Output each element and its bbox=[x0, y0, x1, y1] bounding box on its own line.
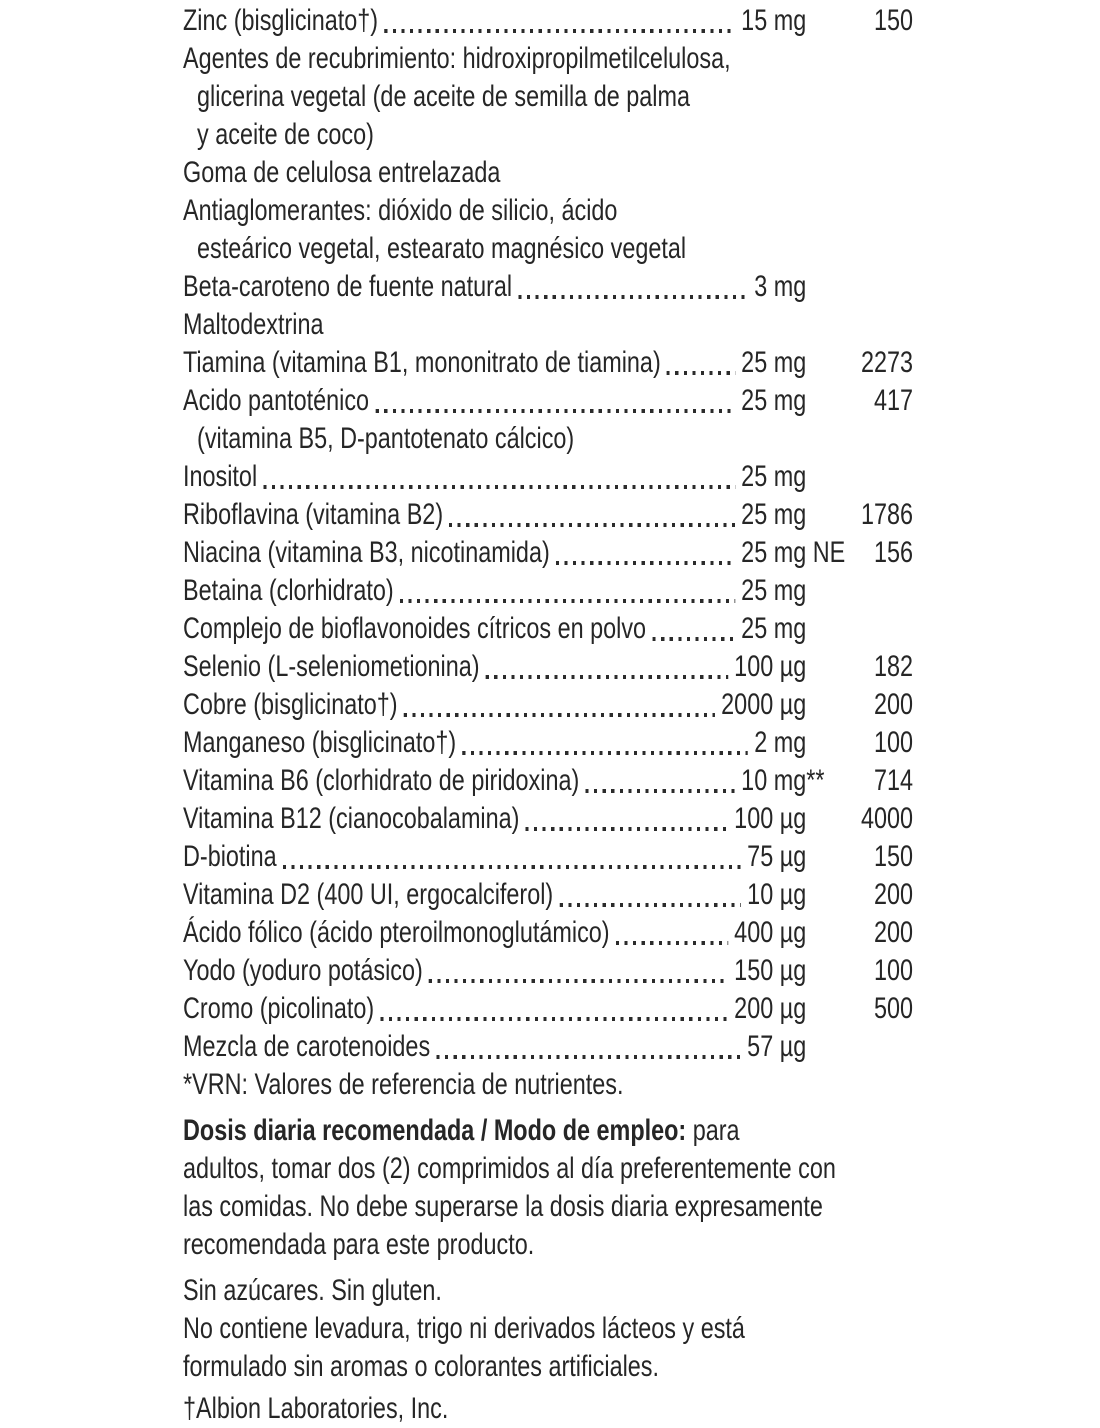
ingredient-row bbox=[183, 268, 913, 306]
dot-leader bbox=[486, 675, 728, 679]
dot-leader bbox=[737, 67, 800, 71]
ingredient-amount bbox=[747, 838, 806, 876]
ingredient-name: Agentes de recubrimiento: hidroxipropilmetilcelulosa, bbox=[183, 42, 731, 75]
ingredient-vrn-percent: 156 bbox=[874, 536, 914, 569]
ingredient-name: Zinc (bisglicinato†) bbox=[183, 4, 379, 37]
ingredient-amount bbox=[754, 268, 806, 306]
dot-leader bbox=[580, 447, 800, 451]
ingredient-amount-suffix: NE bbox=[806, 536, 846, 569]
dot-leader bbox=[384, 29, 735, 33]
ingredient-name: Ácido fólico (ácido pteroilmonoglutámico) bbox=[183, 916, 610, 949]
ingredient-row bbox=[183, 762, 913, 800]
ingredient-name: Betaina (clorhidrato) bbox=[183, 574, 394, 607]
ingredient-amount-value: 25 mg bbox=[741, 384, 807, 417]
dot-leader bbox=[449, 523, 735, 527]
ingredient-name: Mezcla de carotenoides bbox=[183, 1030, 431, 1063]
ingredient-name: D-biotina bbox=[183, 840, 277, 873]
ingredient-name: Acido pantoténico bbox=[183, 384, 370, 417]
ingredient-amount bbox=[747, 1028, 806, 1066]
dosage-line: recomendada para este producto. bbox=[183, 1228, 535, 1261]
ingredient-amount bbox=[741, 458, 806, 496]
albion-attribution: †Albion Laboratories, Inc. bbox=[183, 1392, 449, 1425]
dot-leader bbox=[263, 485, 735, 489]
supplement-facts-panel bbox=[183, 2, 913, 1428]
ingredient-name: Vitamina D2 (400 UI, ergocalciferol) bbox=[183, 878, 554, 911]
ingredient-vrn-percent: 100 bbox=[874, 726, 914, 759]
ingredient-name: Yodo (yoduro potásico) bbox=[183, 954, 423, 987]
ingredient-row bbox=[183, 78, 913, 116]
ingredient-amount-value: 400 µg bbox=[734, 916, 807, 949]
ingredient-row bbox=[183, 116, 913, 154]
ingredient-amount-value: 100 µg bbox=[734, 650, 807, 683]
ingredient-vrn-percent: 182 bbox=[874, 650, 914, 683]
ingredient-row bbox=[183, 344, 913, 382]
ingredient-row bbox=[183, 990, 913, 1028]
ingredient-row bbox=[183, 648, 913, 686]
ingredient-amount-value: 57 µg bbox=[747, 1030, 807, 1063]
ingredient-row bbox=[183, 154, 913, 192]
ingredient-vrn-percent: 200 bbox=[874, 878, 914, 911]
ingredient-amount-value: 2 mg bbox=[754, 726, 807, 759]
ingredient-vrn-percent: 417 bbox=[874, 384, 914, 417]
ingredient-amount bbox=[741, 496, 806, 534]
dosage-line: las comidas. No debe superarse la dosis diaria expresamente bbox=[183, 1190, 823, 1223]
ingredient-name: Maltodextrina bbox=[183, 308, 324, 341]
ingredient-row bbox=[183, 838, 913, 876]
ingredient-table bbox=[183, 2, 913, 1066]
ingredient-amount-value: 25 mg bbox=[741, 612, 807, 645]
dot-leader bbox=[400, 599, 735, 603]
ingredient-row bbox=[183, 724, 913, 762]
dot-leader bbox=[616, 941, 728, 945]
dot-leader bbox=[380, 143, 800, 147]
ingredient-row bbox=[183, 1028, 913, 1066]
ingredient-name: Beta-caroteno de fuente natural bbox=[183, 270, 513, 303]
ingredient-amount bbox=[741, 382, 806, 420]
dot-leader bbox=[375, 409, 735, 413]
dot-leader bbox=[404, 713, 715, 717]
ingredient-amount bbox=[734, 914, 806, 952]
ingredient-vrn-percent: 200 bbox=[874, 688, 914, 721]
ingredient-amount-value: 3 mg bbox=[754, 270, 807, 303]
dosage-heading: Dosis diaria recomendada / Modo de empleo: bbox=[183, 1114, 687, 1147]
ingredient-row bbox=[183, 458, 913, 496]
ingredient-amount-value: 15 mg bbox=[741, 4, 807, 37]
ingredient-amount-value: 25 mg bbox=[741, 498, 807, 531]
note-line: No contiene levadura, trigo ni derivados lácteos y está bbox=[183, 1312, 745, 1345]
ingredient-row bbox=[183, 686, 913, 724]
ingredient-vrn-percent: 200 bbox=[874, 916, 914, 949]
dot-leader bbox=[429, 979, 728, 983]
ingredient-row bbox=[183, 306, 913, 344]
ingredient-row bbox=[183, 192, 913, 230]
ingredient-name: Niacina (vitamina B3, nicotinamida) bbox=[183, 536, 550, 569]
ingredient-row bbox=[183, 914, 913, 952]
ingredient-vrn-percent: 150 bbox=[874, 4, 914, 37]
ingredient-name: Antiaglomerantes: dióxido de silicio, ácido bbox=[183, 194, 618, 227]
dot-leader bbox=[692, 257, 800, 261]
ingredient-row bbox=[183, 420, 913, 458]
ingredient-name: esteárico vegetal, estearato magnésico vegetal bbox=[197, 232, 687, 265]
dot-leader bbox=[330, 333, 800, 337]
ingredient-amount bbox=[747, 876, 806, 914]
ingredient-amount bbox=[721, 686, 806, 724]
ingredient-name: Cromo (picolinato) bbox=[183, 992, 375, 1025]
ingredient-amount-value: 10 mg bbox=[741, 764, 807, 797]
dot-leader bbox=[624, 219, 800, 223]
ingredient-name: Vitamina B12 (cianocobalamina) bbox=[183, 802, 520, 835]
dot-leader bbox=[556, 561, 735, 565]
ingredient-vrn-percent: 150 bbox=[874, 840, 914, 873]
dot-leader bbox=[559, 903, 740, 907]
dosage-line: adultos, tomar dos (2) comprimidos al día preferentemente con bbox=[183, 1152, 836, 1185]
ingredient-amount-value: 25 mg bbox=[741, 460, 807, 493]
ingredient-name: Selenio (L-seleniometionina) bbox=[183, 650, 480, 683]
dosage-heading-line bbox=[183, 1112, 913, 1150]
note-line: formulado sin aromas o colorantes artificiales. bbox=[183, 1350, 660, 1383]
ingredient-amount-value: 25 mg bbox=[741, 346, 807, 379]
dot-leader bbox=[526, 827, 728, 831]
dot-leader bbox=[696, 105, 800, 109]
ingredient-amount bbox=[741, 572, 806, 610]
dot-leader bbox=[380, 1017, 728, 1021]
ingredient-amount bbox=[741, 762, 825, 800]
dot-leader bbox=[507, 181, 800, 185]
ingredient-row bbox=[183, 2, 913, 40]
ingredient-amount bbox=[741, 534, 846, 572]
ingredient-amount bbox=[734, 952, 806, 990]
ingredient-amount-value: 100 µg bbox=[734, 802, 807, 835]
ingredient-row bbox=[183, 876, 913, 914]
ingredient-row bbox=[183, 800, 913, 838]
ingredient-name: glicerina vegetal (de aceite de semilla de palma bbox=[197, 80, 691, 113]
ingredient-vrn-percent: 714 bbox=[874, 764, 914, 797]
dot-leader bbox=[586, 789, 735, 793]
ingredient-amount bbox=[741, 344, 806, 382]
ingredient-amount-value: 150 µg bbox=[734, 954, 807, 987]
ingredient-amount bbox=[741, 610, 806, 648]
dot-leader bbox=[462, 751, 748, 755]
note-line: Sin azúcares. Sin gluten. bbox=[183, 1274, 442, 1307]
ingredient-name: Riboflavina (vitamina B2) bbox=[183, 498, 444, 531]
ingredient-name: Inositol bbox=[183, 460, 258, 493]
ingredient-vrn-percent: 1786 bbox=[861, 498, 914, 531]
ingredient-amount-suffix: ** bbox=[806, 764, 825, 797]
dot-leader bbox=[652, 637, 735, 641]
dosage-heading-rest: para bbox=[686, 1114, 740, 1147]
ingredient-row bbox=[183, 610, 913, 648]
ingredient-amount-value: 10 µg bbox=[747, 878, 807, 911]
dot-leader bbox=[283, 865, 741, 869]
ingredient-name: (vitamina B5, D-pantotenato cálcico) bbox=[197, 422, 575, 455]
ingredient-name: Goma de celulosa entrelazada bbox=[183, 156, 501, 189]
ingredient-amount bbox=[734, 800, 806, 838]
ingredient-amount-value: 200 µg bbox=[734, 992, 807, 1025]
ingredient-vrn-percent: 4000 bbox=[861, 802, 914, 835]
dot-leader bbox=[518, 295, 748, 299]
ingredient-row bbox=[183, 952, 913, 990]
ingredient-row bbox=[183, 496, 913, 534]
ingredient-name: Cobre (bisglicinato†) bbox=[183, 688, 398, 721]
ingredient-name: Complejo de bioflavonoides cítricos en polvo bbox=[183, 612, 647, 645]
allergen-notes-section bbox=[183, 1272, 913, 1386]
ingredient-amount bbox=[734, 648, 806, 686]
ingredient-row bbox=[183, 230, 913, 268]
ingredient-amount bbox=[734, 990, 806, 1028]
ingredient-amount-value: 25 mg bbox=[741, 574, 807, 607]
vrn-footnote: *VRN: Valores de referencia de nutrientes. bbox=[183, 1068, 624, 1101]
ingredient-amount-value: 25 mg bbox=[741, 536, 807, 569]
dot-leader bbox=[436, 1055, 741, 1059]
ingredient-amount-value: 75 µg bbox=[747, 840, 807, 873]
ingredient-row bbox=[183, 40, 913, 78]
dot-leader bbox=[667, 371, 735, 375]
ingredient-name: Vitamina B6 (clorhidrato de piridoxina) bbox=[183, 764, 580, 797]
ingredient-vrn-percent: 500 bbox=[874, 992, 914, 1025]
dosage-section bbox=[183, 1112, 913, 1264]
ingredient-name: Manganeso (bisglicinato†) bbox=[183, 726, 457, 759]
ingredient-amount bbox=[754, 724, 806, 762]
ingredient-amount-value: 2000 µg bbox=[721, 688, 807, 721]
ingredient-name: Tiamina (vitamina B1, mononitrato de tiamina) bbox=[183, 346, 661, 379]
ingredient-name: y aceite de coco) bbox=[197, 118, 374, 151]
ingredient-row bbox=[183, 382, 913, 420]
ingredient-row bbox=[183, 534, 913, 572]
ingredient-vrn-percent: 2273 bbox=[861, 346, 914, 379]
ingredient-amount bbox=[741, 2, 806, 40]
ingredient-vrn-percent: 100 bbox=[874, 954, 914, 987]
ingredient-row bbox=[183, 572, 913, 610]
